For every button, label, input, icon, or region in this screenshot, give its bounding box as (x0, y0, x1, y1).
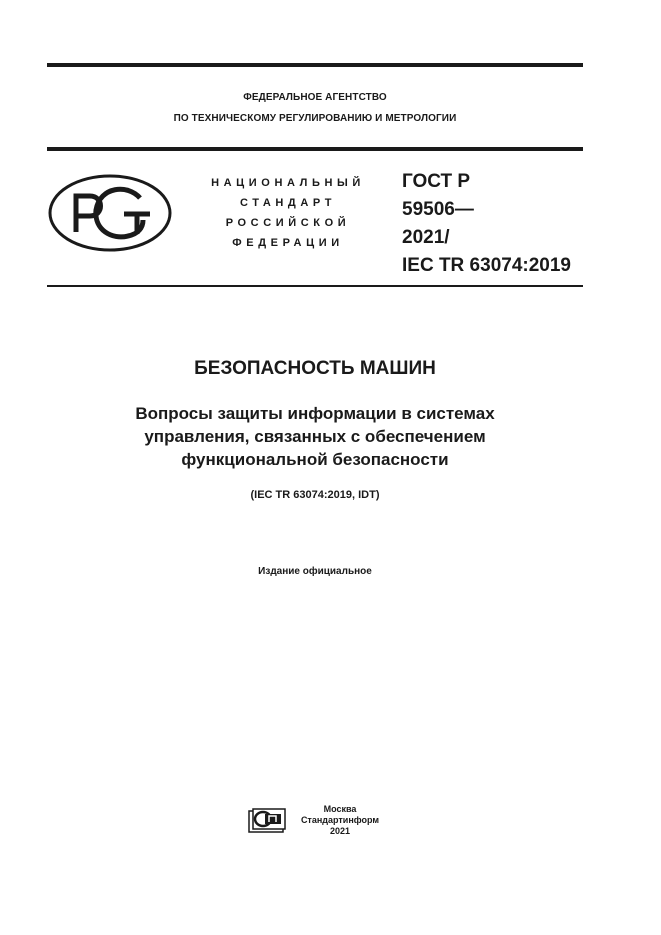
identity-note: (IEC TR 63074:2019, IDT) (250, 489, 380, 501)
standard-number-line-2: 59506— (402, 199, 474, 220)
standard-type-line-4: ФЕДЕРАЦИИ (232, 237, 344, 249)
publisher-name: Стандартинформ (300, 815, 380, 825)
gost-r-certification-logo-icon (48, 174, 172, 252)
agency-line-1: ФЕДЕРАЛЬНОЕ АГЕНТСТВО (243, 92, 387, 103)
standard-number-line-3: 2021/ (402, 227, 450, 248)
document-title: БЕЗОПАСНОСТЬ МАШИН (194, 358, 436, 379)
standard-number-line-4: IEC TR 63074:2019 (402, 255, 571, 276)
agency-line-2: ПО ТЕХНИЧЕСКОМУ РЕГУЛИРОВАНИЮ И МЕТРОЛОГИИ (173, 113, 457, 124)
national-standard-label (198, 173, 378, 253)
edition-label: Издание официальное (258, 566, 372, 577)
standartinform-logo-icon (248, 808, 286, 834)
standard-type-line-3: РОССИЙСКОЙ (225, 217, 351, 229)
subtitle-line-1: Вопросы защиты информации в системах (135, 404, 495, 423)
subtitle-line-2: управления, связанных с обеспечением (144, 427, 486, 446)
document-subtitle (47, 402, 583, 471)
standard-block-rule (47, 285, 583, 287)
subtitle-line-3: функциональной безопасности (181, 450, 449, 469)
standard-number-line-1: ГОСТ Р (402, 171, 471, 192)
publisher-city: Москва (323, 804, 357, 814)
publisher-info (294, 804, 386, 837)
standard-number (402, 168, 571, 280)
top-rule (47, 63, 583, 67)
header-rule (47, 147, 583, 151)
standard-type-line-2: СТАНДАРТ (239, 197, 337, 209)
publication-year: 2021 (329, 826, 351, 836)
standard-type-line-1: НАЦИОНАЛЬНЫЙ (211, 177, 365, 189)
